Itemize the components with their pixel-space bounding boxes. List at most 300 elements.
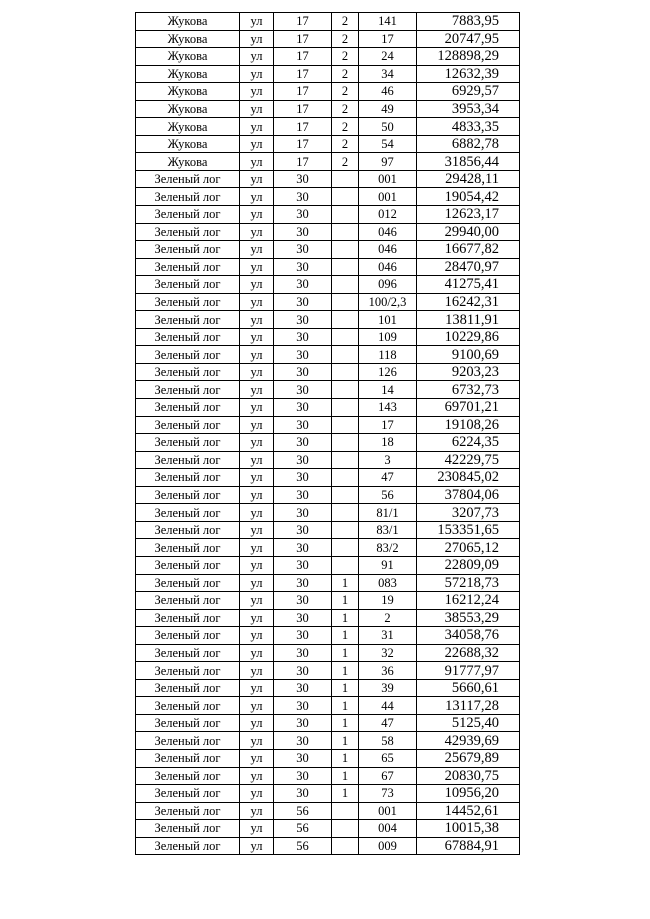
table-row — [136, 802, 520, 820]
house-cell: 30 — [274, 504, 332, 522]
street-type-cell: ул — [240, 609, 274, 627]
house-cell: 17 — [274, 118, 332, 136]
street-type-cell: ул — [240, 416, 274, 434]
building-cell — [332, 363, 359, 381]
building-cell — [332, 223, 359, 241]
building-cell — [332, 276, 359, 294]
table-row — [136, 469, 520, 487]
street-name-cell: Зеленый лог — [136, 644, 240, 662]
street-name-cell: Жукова — [136, 30, 240, 48]
house-cell: 30 — [274, 556, 332, 574]
apartment-cell: 34 — [359, 65, 417, 83]
house-cell: 17 — [274, 30, 332, 48]
table-body — [136, 13, 520, 855]
amount-cell: 22809,09 — [417, 556, 520, 574]
building-cell — [332, 399, 359, 417]
street-type-cell: ул — [240, 469, 274, 487]
street-name-cell: Зеленый лог — [136, 837, 240, 855]
amount-cell: 230845,02 — [417, 469, 520, 487]
apartment-cell: 83/2 — [359, 539, 417, 557]
house-cell: 30 — [274, 381, 332, 399]
street-name-cell: Зеленый лог — [136, 293, 240, 311]
street-name-cell: Жукова — [136, 65, 240, 83]
amount-cell: 22688,32 — [417, 644, 520, 662]
house-cell: 17 — [274, 153, 332, 171]
amount-cell: 16212,24 — [417, 592, 520, 610]
building-cell — [332, 188, 359, 206]
building-cell: 1 — [332, 785, 359, 803]
building-cell: 1 — [332, 662, 359, 680]
house-cell: 17 — [274, 100, 332, 118]
street-type-cell: ул — [240, 346, 274, 364]
apartment-cell: 012 — [359, 206, 417, 224]
street-type-cell: ул — [240, 574, 274, 592]
street-name-cell: Жукова — [136, 13, 240, 31]
amount-cell: 57218,73 — [417, 574, 520, 592]
table-row — [136, 153, 520, 171]
street-type-cell: ул — [240, 100, 274, 118]
table-row — [136, 293, 520, 311]
apartment-cell: 009 — [359, 837, 417, 855]
apartment-cell: 73 — [359, 785, 417, 803]
apartment-cell: 19 — [359, 592, 417, 610]
table-row — [136, 416, 520, 434]
house-cell: 30 — [274, 679, 332, 697]
house-cell: 30 — [274, 469, 332, 487]
amount-cell: 42939,69 — [417, 732, 520, 750]
building-cell — [332, 504, 359, 522]
street-type-cell: ул — [240, 785, 274, 803]
building-cell: 1 — [332, 714, 359, 732]
amount-cell: 19054,42 — [417, 188, 520, 206]
amount-cell: 10956,20 — [417, 785, 520, 803]
street-name-cell: Зеленый лог — [136, 311, 240, 329]
house-cell: 30 — [274, 714, 332, 732]
apartment-cell: 65 — [359, 749, 417, 767]
apartment-cell: 44 — [359, 697, 417, 715]
street-name-cell: Зеленый лог — [136, 486, 240, 504]
street-type-cell: ул — [240, 556, 274, 574]
table-row — [136, 135, 520, 153]
street-name-cell: Зеленый лог — [136, 732, 240, 750]
house-cell: 56 — [274, 802, 332, 820]
amount-cell: 69701,21 — [417, 399, 520, 417]
amount-cell: 38553,29 — [417, 609, 520, 627]
table-row — [136, 521, 520, 539]
apartment-cell: 31 — [359, 627, 417, 645]
table-row — [136, 434, 520, 452]
street-name-cell: Зеленый лог — [136, 381, 240, 399]
street-name-cell: Зеленый лог — [136, 469, 240, 487]
table-row — [136, 592, 520, 610]
building-cell — [332, 837, 359, 855]
table-row — [136, 241, 520, 259]
street-type-cell: ул — [240, 837, 274, 855]
amount-cell: 7883,95 — [417, 13, 520, 31]
table-row — [136, 767, 520, 785]
building-cell — [332, 258, 359, 276]
street-type-cell: ул — [240, 223, 274, 241]
street-name-cell: Зеленый лог — [136, 785, 240, 803]
table-row — [136, 276, 520, 294]
house-cell: 30 — [274, 749, 332, 767]
apartment-cell: 17 — [359, 30, 417, 48]
house-cell: 30 — [274, 767, 332, 785]
apartment-cell: 17 — [359, 416, 417, 434]
building-cell: 1 — [332, 574, 359, 592]
apartment-cell: 046 — [359, 258, 417, 276]
table-row — [136, 65, 520, 83]
street-type-cell: ул — [240, 820, 274, 838]
apartment-cell: 100/2,3 — [359, 293, 417, 311]
table-row — [136, 223, 520, 241]
street-type-cell: ул — [240, 363, 274, 381]
street-type-cell: ул — [240, 539, 274, 557]
street-type-cell: ул — [240, 451, 274, 469]
apartment-cell: 24 — [359, 48, 417, 66]
amount-cell: 34058,76 — [417, 627, 520, 645]
table-row — [136, 13, 520, 31]
apartment-cell: 18 — [359, 434, 417, 452]
house-cell: 30 — [274, 293, 332, 311]
amount-cell: 6929,57 — [417, 83, 520, 101]
house-cell: 30 — [274, 399, 332, 417]
house-cell: 30 — [274, 609, 332, 627]
apartment-cell: 54 — [359, 135, 417, 153]
building-cell: 1 — [332, 609, 359, 627]
apartment-cell: 97 — [359, 153, 417, 171]
table-row — [136, 83, 520, 101]
street-type-cell: ул — [240, 83, 274, 101]
amount-cell: 16242,31 — [417, 293, 520, 311]
apartment-cell: 101 — [359, 311, 417, 329]
table-row — [136, 188, 520, 206]
street-type-cell: ул — [240, 627, 274, 645]
street-name-cell: Зеленый лог — [136, 434, 240, 452]
amount-cell: 10015,38 — [417, 820, 520, 838]
house-cell: 56 — [274, 837, 332, 855]
street-name-cell: Зеленый лог — [136, 363, 240, 381]
table-row — [136, 820, 520, 838]
street-type-cell: ул — [240, 48, 274, 66]
table-row — [136, 785, 520, 803]
amount-cell: 10229,86 — [417, 328, 520, 346]
table-row — [136, 118, 520, 136]
amount-cell: 128898,29 — [417, 48, 520, 66]
house-cell: 30 — [274, 697, 332, 715]
amount-cell: 25679,89 — [417, 749, 520, 767]
apartment-cell: 046 — [359, 223, 417, 241]
apartment-cell: 47 — [359, 714, 417, 732]
table-row — [136, 363, 520, 381]
street-type-cell: ул — [240, 381, 274, 399]
building-cell: 1 — [332, 732, 359, 750]
building-cell — [332, 521, 359, 539]
building-cell: 2 — [332, 30, 359, 48]
street-name-cell: Зеленый лог — [136, 627, 240, 645]
amount-cell: 6224,35 — [417, 434, 520, 452]
apartment-cell: 56 — [359, 486, 417, 504]
street-name-cell: Зеленый лог — [136, 609, 240, 627]
building-cell: 2 — [332, 13, 359, 31]
building-cell — [332, 539, 359, 557]
table-row — [136, 749, 520, 767]
street-name-cell: Зеленый лог — [136, 767, 240, 785]
building-cell — [332, 311, 359, 329]
apartment-cell: 47 — [359, 469, 417, 487]
house-cell: 30 — [274, 627, 332, 645]
table-row — [136, 30, 520, 48]
apartment-cell: 36 — [359, 662, 417, 680]
building-cell — [332, 556, 359, 574]
debt-table — [135, 12, 520, 855]
table-row — [136, 574, 520, 592]
table-row — [136, 399, 520, 417]
table-row — [136, 100, 520, 118]
amount-cell: 37804,06 — [417, 486, 520, 504]
table-row — [136, 644, 520, 662]
apartment-cell: 14 — [359, 381, 417, 399]
building-cell — [332, 434, 359, 452]
building-cell: 1 — [332, 749, 359, 767]
amount-cell: 12623,17 — [417, 206, 520, 224]
apartment-cell: 046 — [359, 241, 417, 259]
street-type-cell: ул — [240, 13, 274, 31]
apartment-cell: 81/1 — [359, 504, 417, 522]
street-name-cell: Зеленый лог — [136, 539, 240, 557]
apartment-cell: 32 — [359, 644, 417, 662]
amount-cell: 16677,82 — [417, 241, 520, 259]
house-cell: 17 — [274, 135, 332, 153]
street-type-cell: ул — [240, 241, 274, 259]
house-cell: 30 — [274, 521, 332, 539]
house-cell: 17 — [274, 48, 332, 66]
house-cell: 17 — [274, 83, 332, 101]
amount-cell: 19108,26 — [417, 416, 520, 434]
apartment-cell: 2 — [359, 609, 417, 627]
house-cell: 30 — [274, 188, 332, 206]
apartment-cell: 67 — [359, 767, 417, 785]
apartment-cell: 001 — [359, 802, 417, 820]
amount-cell: 67884,91 — [417, 837, 520, 855]
street-name-cell: Зеленый лог — [136, 451, 240, 469]
amount-cell: 28470,97 — [417, 258, 520, 276]
street-name-cell: Зеленый лог — [136, 662, 240, 680]
street-name-cell: Жукова — [136, 118, 240, 136]
street-name-cell: Зеленый лог — [136, 556, 240, 574]
street-type-cell: ул — [240, 732, 274, 750]
street-type-cell: ул — [240, 153, 274, 171]
street-name-cell: Жукова — [136, 83, 240, 101]
street-name-cell: Зеленый лог — [136, 592, 240, 610]
table-row — [136, 627, 520, 645]
building-cell — [332, 820, 359, 838]
building-cell — [332, 293, 359, 311]
street-type-cell: ул — [240, 714, 274, 732]
street-name-cell: Зеленый лог — [136, 574, 240, 592]
table-row — [136, 556, 520, 574]
table-row — [136, 170, 520, 188]
amount-cell: 12632,39 — [417, 65, 520, 83]
apartment-cell: 46 — [359, 83, 417, 101]
amount-cell: 14452,61 — [417, 802, 520, 820]
apartment-cell: 39 — [359, 679, 417, 697]
house-cell: 30 — [274, 241, 332, 259]
table-row — [136, 662, 520, 680]
street-type-cell: ул — [240, 328, 274, 346]
house-cell: 30 — [274, 416, 332, 434]
house-cell: 30 — [274, 486, 332, 504]
amount-cell: 20830,75 — [417, 767, 520, 785]
amount-cell: 27065,12 — [417, 539, 520, 557]
house-cell: 30 — [274, 258, 332, 276]
street-name-cell: Зеленый лог — [136, 714, 240, 732]
house-cell: 17 — [274, 13, 332, 31]
house-cell: 30 — [274, 170, 332, 188]
street-type-cell: ул — [240, 644, 274, 662]
building-cell — [332, 469, 359, 487]
amount-cell: 13117,28 — [417, 697, 520, 715]
apartment-cell: 58 — [359, 732, 417, 750]
table-row — [136, 837, 520, 855]
street-type-cell: ул — [240, 592, 274, 610]
apartment-cell: 126 — [359, 363, 417, 381]
building-cell — [332, 416, 359, 434]
street-name-cell: Зеленый лог — [136, 170, 240, 188]
table-row — [136, 609, 520, 627]
apartment-cell: 004 — [359, 820, 417, 838]
amount-cell: 91777,97 — [417, 662, 520, 680]
building-cell: 1 — [332, 627, 359, 645]
apartment-cell: 50 — [359, 118, 417, 136]
apartment-cell: 91 — [359, 556, 417, 574]
street-name-cell: Зеленый лог — [136, 749, 240, 767]
street-name-cell: Зеленый лог — [136, 697, 240, 715]
building-cell: 1 — [332, 592, 359, 610]
apartment-cell: 109 — [359, 328, 417, 346]
house-cell: 30 — [274, 363, 332, 381]
house-cell: 30 — [274, 592, 332, 610]
building-cell: 2 — [332, 118, 359, 136]
table-row — [136, 48, 520, 66]
street-name-cell: Жукова — [136, 153, 240, 171]
street-type-cell: ул — [240, 697, 274, 715]
table-row — [136, 486, 520, 504]
street-type-cell: ул — [240, 135, 274, 153]
amount-cell: 9100,69 — [417, 346, 520, 364]
street-name-cell: Зеленый лог — [136, 188, 240, 206]
house-cell: 30 — [274, 574, 332, 592]
street-name-cell: Зеленый лог — [136, 241, 240, 259]
street-name-cell: Жукова — [136, 100, 240, 118]
table-row — [136, 328, 520, 346]
street-name-cell: Зеленый лог — [136, 258, 240, 276]
building-cell: 2 — [332, 135, 359, 153]
building-cell — [332, 241, 359, 259]
house-cell: 30 — [274, 662, 332, 680]
house-cell: 30 — [274, 434, 332, 452]
building-cell: 1 — [332, 697, 359, 715]
table-row — [136, 346, 520, 364]
amount-cell: 6882,78 — [417, 135, 520, 153]
street-name-cell: Жукова — [136, 135, 240, 153]
house-cell: 30 — [274, 311, 332, 329]
street-type-cell: ул — [240, 118, 274, 136]
amount-cell: 41275,41 — [417, 276, 520, 294]
table-row — [136, 311, 520, 329]
apartment-cell: 001 — [359, 188, 417, 206]
building-cell: 1 — [332, 767, 359, 785]
house-cell: 30 — [274, 644, 332, 662]
building-cell — [332, 346, 359, 364]
street-type-cell: ул — [240, 399, 274, 417]
table-row — [136, 697, 520, 715]
building-cell: 2 — [332, 100, 359, 118]
house-cell: 56 — [274, 820, 332, 838]
street-name-cell: Зеленый лог — [136, 328, 240, 346]
apartment-cell: 143 — [359, 399, 417, 417]
table-row — [136, 381, 520, 399]
street-name-cell: Зеленый лог — [136, 679, 240, 697]
street-type-cell: ул — [240, 276, 274, 294]
table-row — [136, 206, 520, 224]
apartment-cell: 141 — [359, 13, 417, 31]
street-type-cell: ул — [240, 188, 274, 206]
apartment-cell: 118 — [359, 346, 417, 364]
street-name-cell: Зеленый лог — [136, 206, 240, 224]
street-type-cell: ул — [240, 293, 274, 311]
street-name-cell: Зеленый лог — [136, 346, 240, 364]
street-name-cell: Зеленый лог — [136, 416, 240, 434]
house-cell: 30 — [274, 346, 332, 364]
apartment-cell: 096 — [359, 276, 417, 294]
building-cell — [332, 451, 359, 469]
street-name-cell: Зеленый лог — [136, 820, 240, 838]
amount-cell: 9203,23 — [417, 363, 520, 381]
amount-cell: 29940,00 — [417, 223, 520, 241]
building-cell — [332, 486, 359, 504]
building-cell — [332, 170, 359, 188]
building-cell: 2 — [332, 83, 359, 101]
table-row — [136, 451, 520, 469]
house-cell: 30 — [274, 451, 332, 469]
building-cell: 1 — [332, 679, 359, 697]
street-type-cell: ул — [240, 170, 274, 188]
amount-cell: 5125,40 — [417, 714, 520, 732]
building-cell — [332, 802, 359, 820]
amount-cell: 3953,34 — [417, 100, 520, 118]
street-name-cell: Зеленый лог — [136, 223, 240, 241]
building-cell: 2 — [332, 153, 359, 171]
street-type-cell: ул — [240, 258, 274, 276]
house-cell: 30 — [274, 276, 332, 294]
street-type-cell: ул — [240, 206, 274, 224]
building-cell: 2 — [332, 65, 359, 83]
street-type-cell: ул — [240, 521, 274, 539]
table-row — [136, 679, 520, 697]
amount-cell: 153351,65 — [417, 521, 520, 539]
table-row — [136, 714, 520, 732]
street-type-cell: ул — [240, 802, 274, 820]
street-type-cell: ул — [240, 30, 274, 48]
table-row — [136, 504, 520, 522]
building-cell — [332, 381, 359, 399]
street-name-cell: Зеленый лог — [136, 399, 240, 417]
building-cell — [332, 328, 359, 346]
street-type-cell: ул — [240, 504, 274, 522]
amount-cell: 29428,11 — [417, 170, 520, 188]
house-cell: 30 — [274, 732, 332, 750]
